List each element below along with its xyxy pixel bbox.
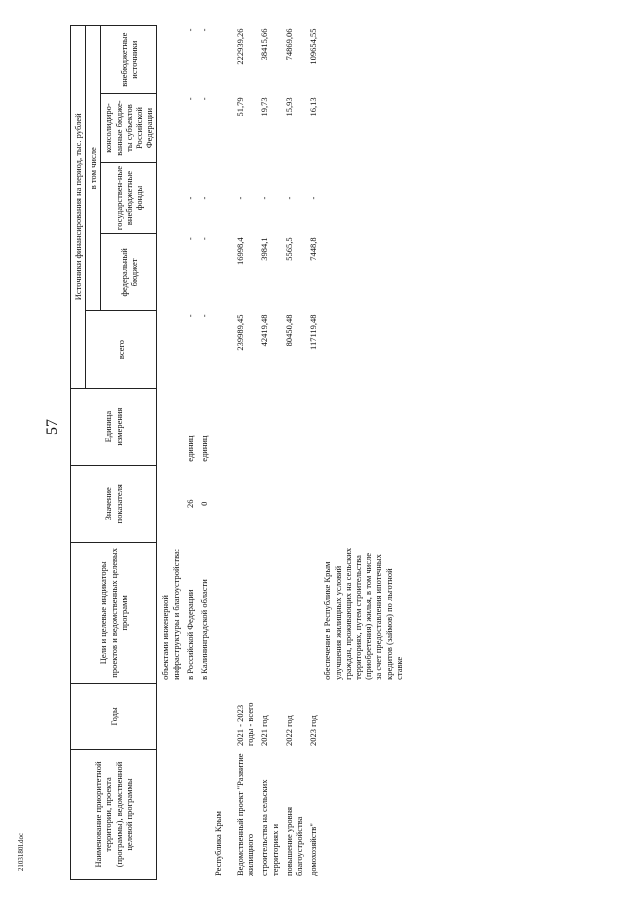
cell-years: 2023 год (306, 683, 320, 749)
cell-years (157, 683, 183, 749)
cell-unit (233, 388, 257, 465)
cell-consolidated: 19,73 (257, 94, 281, 162)
cell-name (183, 749, 197, 879)
cell-years (183, 683, 197, 749)
cell-extrabudget (157, 26, 183, 94)
cell-consolidated: 15,93 (282, 94, 306, 162)
table-row (197, 26, 211, 880)
cell-goal: обеспечение в Республике Крым улучшения жилищных условий граждан, проживающих на сельских территориях, путем строительства (приобретения) жилья, в том числе за счет предоставления ипотечных кредитов (займов) по льготной ставке (320, 542, 406, 683)
table-row (320, 26, 406, 880)
table-row (183, 26, 197, 880)
header-value: Значение показателя (71, 465, 157, 542)
cell-value: 0 (197, 465, 211, 542)
cell-consolidated (157, 94, 183, 162)
header-consolidated: консолидиро-ванные бюдже-ты субъектов Российской Федерации (101, 94, 157, 162)
table-row (257, 26, 281, 880)
cell-goal: в Калининградской области (197, 542, 211, 683)
cell-state-funds (320, 162, 406, 234)
cell-goal: объектами инженерной инфраструктуры и благоустройства: (157, 542, 183, 683)
cell-goal: в Российской Федерации (183, 542, 197, 683)
cell-state-funds: - (257, 162, 281, 234)
cell-years: 2021 - 2023 годы - всего (233, 683, 257, 749)
cell-total (320, 311, 406, 388)
cell-federal: - (183, 234, 197, 311)
cell-extrabudget: 38415,66 (257, 26, 281, 94)
cell-state-funds (211, 162, 233, 234)
header-unit: Единица измерения (71, 388, 157, 465)
cell-value (257, 465, 281, 542)
table-row (233, 26, 257, 880)
cell-state-funds: - (233, 162, 257, 234)
cell-name: домохозяйств" (306, 749, 320, 879)
cell-goal (282, 542, 306, 683)
cell-total: - (197, 311, 211, 388)
table-header (71, 26, 157, 880)
cell-unit (306, 388, 320, 465)
cell-state-funds: - (282, 162, 306, 234)
financing-table (70, 25, 406, 880)
document-footer: 2103180l.doc (17, 832, 26, 872)
cell-extrabudget: 74869,06 (282, 26, 306, 94)
cell-value (320, 465, 406, 542)
cell-years: 2022 год (282, 683, 306, 749)
table-body (157, 26, 406, 880)
cell-goal (233, 542, 257, 683)
cell-goal (306, 542, 320, 683)
table-row (157, 26, 183, 880)
cell-years (197, 683, 211, 749)
cell-consolidated (211, 94, 233, 162)
cell-federal (320, 234, 406, 311)
cell-extrabudget: 109654,55 (306, 26, 320, 94)
cell-total (211, 311, 233, 388)
header-extrabudget: внебюджетные источники (101, 26, 157, 94)
cell-total: 239989,45 (233, 311, 257, 388)
table-row (211, 26, 233, 880)
cell-consolidated: 51,79 (233, 94, 257, 162)
header-total: всего (86, 311, 157, 388)
cell-value (306, 465, 320, 542)
cell-federal (211, 234, 233, 311)
cell-extrabudget (211, 26, 233, 94)
cell-total: 42419,48 (257, 311, 281, 388)
cell-consolidated: - (183, 94, 197, 162)
page-number: 57 (44, 419, 61, 435)
header-federal: федеральный бюджет (101, 234, 157, 311)
header-goals: Цели и целевые индикаторы проектов и ведомственных целевых программ (71, 542, 157, 683)
cell-unit (211, 388, 233, 465)
cell-consolidated: 16,13 (306, 94, 320, 162)
cell-goal (211, 542, 233, 683)
cell-federal: 7448,8 (306, 234, 320, 311)
cell-extrabudget (320, 26, 406, 94)
table-row (282, 26, 306, 880)
cell-state-funds (157, 162, 183, 234)
cell-unit: единиц (197, 388, 211, 465)
header-name: Наименование приоритетной территории, проекта (программы), ведомственной целевой программы (71, 749, 157, 879)
header-including: в том числе (86, 26, 101, 311)
cell-state-funds: - (197, 162, 211, 234)
cell-unit (320, 388, 406, 465)
cell-state-funds: - (306, 162, 320, 234)
cell-total: 80450,48 (282, 311, 306, 388)
table-row (306, 26, 320, 880)
cell-federal (157, 234, 183, 311)
cell-years (320, 683, 406, 749)
rotated-table-area (70, 25, 630, 880)
cell-unit (257, 388, 281, 465)
cell-unit (282, 388, 306, 465)
cell-value (233, 465, 257, 542)
cell-federal: 16998,4 (233, 234, 257, 311)
cell-total (157, 311, 183, 388)
cell-federal: 3984,1 (257, 234, 281, 311)
cell-name: Ведомственный проект "Развитие жилищного (233, 749, 257, 879)
cell-name (320, 749, 406, 879)
cell-extrabudget: 222939,26 (233, 26, 257, 94)
cell-total: - (183, 311, 197, 388)
cell-years (211, 683, 233, 749)
cell-name (197, 749, 211, 879)
cell-goal (257, 542, 281, 683)
cell-extrabudget: - (183, 26, 197, 94)
cell-total: 117119,48 (306, 311, 320, 388)
cell-name: повышение уровня благоустройства (282, 749, 306, 879)
cell-extrabudget: - (197, 26, 211, 94)
cell-consolidated (320, 94, 406, 162)
cell-unit: единиц (183, 388, 197, 465)
cell-value: 26 (183, 465, 197, 542)
cell-years: 2021 год (257, 683, 281, 749)
cell-name: строительства на сельских территориях и (257, 749, 281, 879)
cell-value (211, 465, 233, 542)
cell-value (157, 465, 183, 542)
header-years: Годы (71, 683, 157, 749)
cell-federal: - (197, 234, 211, 311)
cell-federal: 5565,5 (282, 234, 306, 311)
header-state-funds: государствен-ные внебюджетные фонды (101, 162, 157, 234)
cell-value (282, 465, 306, 542)
cell-state-funds: - (183, 162, 197, 234)
cell-consolidated: - (197, 94, 211, 162)
cell-name (157, 749, 183, 879)
cell-unit (157, 388, 183, 465)
cell-name: Республика Крым (211, 749, 233, 879)
header-sources: Источники финансирования на период, тыс. рублей (71, 26, 86, 389)
